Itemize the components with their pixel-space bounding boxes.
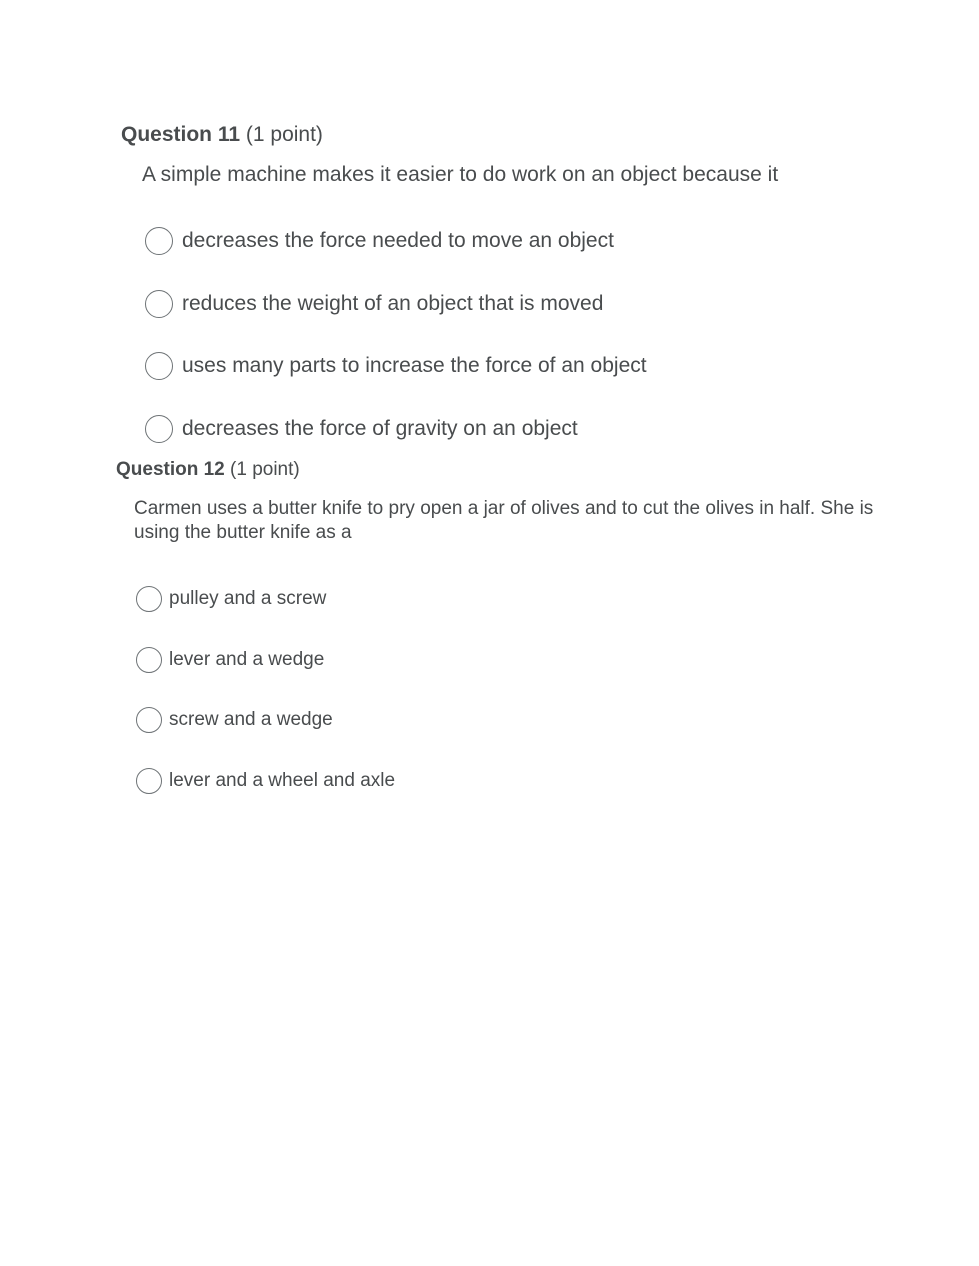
answer-option-2[interactable] <box>136 647 916 673</box>
answer-option-4[interactable] <box>145 415 921 443</box>
question-points: (1 point) <box>245 123 323 146</box>
radio-button[interactable] <box>145 415 173 443</box>
answer-option-2[interactable] <box>145 290 921 318</box>
answer-option-label: uses many parts to increase the force of an object <box>182 354 647 377</box>
radio-button[interactable] <box>136 586 162 612</box>
answer-option-3[interactable] <box>145 352 921 380</box>
answer-option-1[interactable] <box>145 227 921 255</box>
radio-button[interactable] <box>145 290 173 318</box>
question-header <box>116 458 916 482</box>
radio-button[interactable] <box>136 647 162 673</box>
answer-options <box>145 227 921 443</box>
question-prompt: Carmen uses a butter knife to pry open a jar of olives and to cut the olives in half. She is using the butter knife as a <box>134 498 874 543</box>
radio-button[interactable] <box>136 768 162 794</box>
radio-button[interactable] <box>145 227 173 255</box>
question-header <box>121 121 921 149</box>
answer-option-1[interactable] <box>136 586 916 612</box>
answer-option-4[interactable] <box>136 768 916 794</box>
answer-option-label: decreases the force needed to move an object <box>182 229 614 252</box>
answer-option-3[interactable] <box>136 707 916 733</box>
question-prompt: A simple machine makes it easier to do work on an object because it <box>142 163 779 186</box>
answer-option-label: screw and a wedge <box>169 709 333 730</box>
answer-options <box>136 586 916 794</box>
answer-option-label: pulley and a screw <box>169 588 327 609</box>
radio-button[interactable] <box>145 352 173 380</box>
question-12 <box>116 458 916 828</box>
question-number: Question 12 <box>116 459 225 480</box>
answer-option-label: lever and a wheel and axle <box>169 769 396 791</box>
answer-option-label: decreases the force of gravity on an object <box>182 416 578 440</box>
answer-option-label: lever and a wedge <box>169 648 325 670</box>
radio-button[interactable] <box>136 707 162 733</box>
answer-option-label: reduces the weight of an object that is moved <box>182 291 604 315</box>
question-11 <box>121 121 921 477</box>
question-number: Question 11 <box>121 123 241 146</box>
question-points: (1 point) <box>230 459 300 480</box>
